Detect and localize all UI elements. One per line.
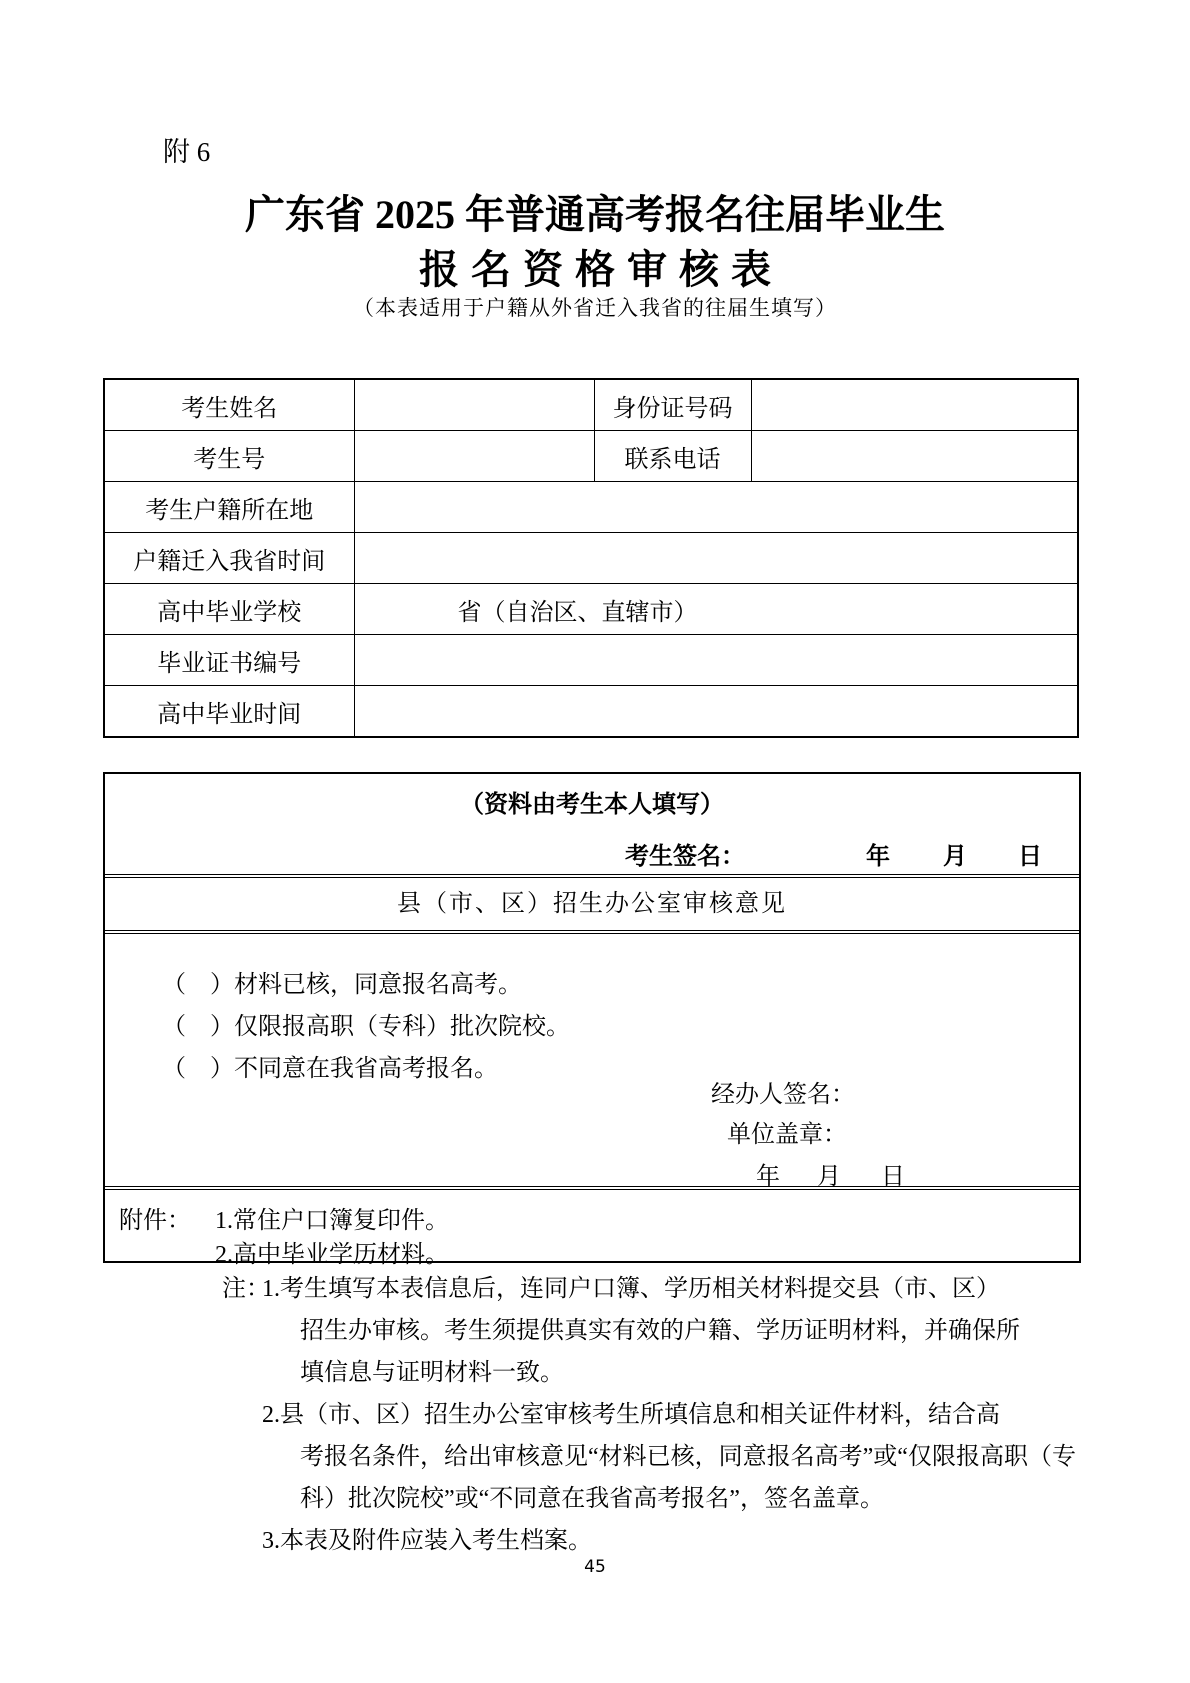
household-move-time-label: 户籍迁入我省时间 — [104, 533, 354, 584]
contact-phone-label: 联系电话 — [594, 431, 751, 482]
diploma-number-cell — [354, 635, 1078, 686]
note-line: 填信息与证明材料一致。 — [300, 1360, 564, 1386]
table-row — [104, 584, 1078, 635]
attachment-item-1: 1.常住户口簿复印件。 — [215, 1208, 449, 1234]
office-review-header: 县（市、区）招生办公室审核意见 — [105, 878, 1079, 934]
notes-caption: 注： — [222, 1276, 270, 1302]
graduate-school-label: 高中毕业学校 — [104, 584, 354, 635]
page-subtitle: （本表适用于户籍从外省迁入我省的往届生填写） — [353, 296, 837, 320]
graduation-time-label: 高中毕业时间 — [104, 686, 354, 738]
attachments-caption: 附件： — [119, 1208, 191, 1234]
handler-signature-label: 经办人签名： — [711, 1082, 855, 1108]
review-day-label: 日 — [881, 1164, 905, 1190]
household-location-label: 考生户籍所在地 — [104, 482, 354, 533]
note-line: 招生办审核。考生须提供真实有效的户籍、学历证明材料，并确保所 — [300, 1318, 1020, 1344]
page-number: 45 — [584, 1557, 606, 1577]
table-row — [104, 686, 1078, 738]
table-row — [104, 379, 1078, 431]
attachment-item-2: 2.高中毕业学历材料。 — [215, 1242, 449, 1268]
note-line: 科）批次院校”或“不同意在我省高考报名”，签名盖章。 — [300, 1486, 884, 1512]
signature-month-label: 月 — [943, 844, 967, 870]
note-line: 3.本表及附件应装入考生档案。 — [262, 1528, 592, 1554]
review-option-approved: （ ）材料已核，同意报名高考。 — [162, 972, 522, 998]
candidate-name-cell — [354, 379, 594, 431]
note-line: 1.考生填写本表信息后，连同户口簿、学历相关材料提交县（市、区） — [262, 1276, 1000, 1302]
contact-phone-cell — [751, 431, 1078, 482]
table-row — [104, 431, 1078, 482]
note-line: 2.县（市、区）招生办公室审核考生所填信息和相关证件材料，结合高 — [262, 1402, 1000, 1428]
table-row — [104, 533, 1078, 584]
self-fill-section — [105, 774, 1079, 878]
table-row — [104, 635, 1078, 686]
candidate-signature-label: 考生签名： — [625, 844, 745, 870]
unit-seal-label: 单位盖章： — [727, 1122, 847, 1148]
attachment-number-label: 附 6 — [163, 137, 211, 167]
table-row — [104, 482, 1078, 533]
candidate-number-cell — [354, 431, 594, 482]
candidate-info-table — [103, 378, 1079, 738]
note-line: 考报名条件，给出审核意见“材料已核，同意报名高考”或“仅限报高职（专 — [300, 1444, 1076, 1470]
household-location-cell — [354, 482, 1078, 533]
review-table — [103, 772, 1081, 1268]
graduate-school-cell: 省（自治区、直辖市） — [354, 584, 1078, 635]
review-option-vocational-only: （ ）仅限报高职（专科）批次院校。 — [162, 1014, 570, 1040]
review-year-label: 年 — [756, 1164, 780, 1190]
page-title-line1: 广东省 2025 年普通高考报名往届毕业生 — [245, 192, 945, 237]
id-number-label: 身份证号码 — [594, 379, 751, 431]
household-move-time-cell — [354, 533, 1078, 584]
notes-body — [262, 1268, 1076, 1562]
page-title-line2: 报名资格审核表 — [419, 247, 783, 292]
graduation-time-cell — [354, 686, 1078, 738]
notes-section — [222, 1268, 1076, 1562]
candidate-number-label: 考生号 — [104, 431, 354, 482]
diploma-number-label: 毕业证书编号 — [104, 635, 354, 686]
attachments-section — [105, 1190, 1079, 1268]
review-opinion-section — [105, 934, 1079, 1190]
candidate-name-label: 考生姓名 — [104, 379, 354, 431]
signature-year-label: 年 — [866, 844, 890, 870]
review-option-rejected: （ ）不同意在我省高考报名。 — [162, 1056, 498, 1082]
signature-day-label: 日 — [1018, 844, 1042, 870]
id-number-cell — [751, 379, 1078, 431]
self-fill-header: （资料由考生本人填写） — [460, 792, 724, 818]
review-month-label: 月 — [817, 1164, 841, 1190]
